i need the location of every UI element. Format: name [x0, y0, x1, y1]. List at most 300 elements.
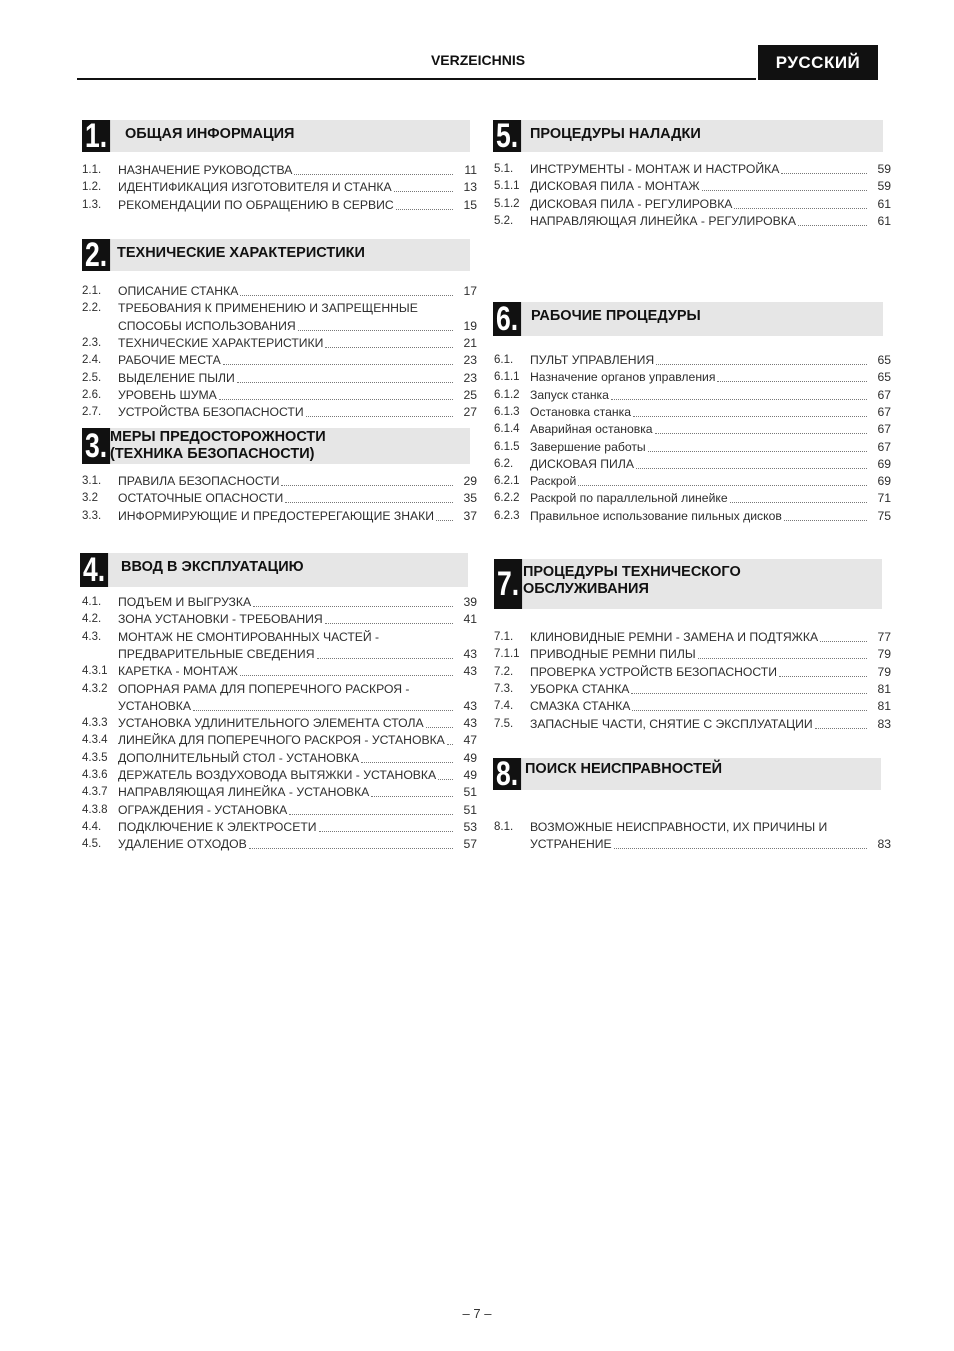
toc-entry[interactable] — [494, 387, 891, 404]
toc-entry-page: 61 — [877, 196, 891, 211]
toc-entry-number: 4.3.1 — [82, 665, 108, 678]
toc-entry-text — [118, 283, 477, 300]
toc-entry-text — [118, 750, 477, 767]
dot-leader — [426, 726, 453, 728]
toc-entry[interactable] — [494, 421, 891, 438]
toc-entry-label: УСТАНОВКА УДЛИНИТЕЛЬНОГО ЭЛЕМЕНТА СТОЛА — [118, 716, 424, 731]
toc-entry[interactable] — [494, 178, 891, 195]
toc-entry-label: ДЕРЖАТЕЛЬ ВОЗДУХОВОДА ВЫТЯЖКИ - УСТАНОВКА — [118, 768, 437, 782]
toc-entry-page: 83 — [877, 716, 891, 731]
toc-entry-page: 53 — [463, 819, 477, 834]
toc-entry-number: 6.1. — [494, 354, 514, 366]
dot-leader — [325, 622, 453, 624]
toc-entry-label: ПРИВОДНЫЕ РЕМНИ ПИЛЫ — [530, 647, 696, 662]
toc-entry[interactable] — [82, 715, 477, 732]
toc-entry-label: ЗАПАСНЫЕ ЧАСТИ, СНЯТИЕ С ЭКСПЛУАТАЦИИ — [530, 716, 813, 731]
toc-entry-label: ЗОНА УСТАНОВКИ - ТРЕБОВАНИЯ — [118, 612, 323, 627]
toc-entry-page: 27 — [463, 405, 477, 420]
toc-entry-label: УСТРАНЕНИЕ — [530, 837, 612, 852]
toc-entry-text — [530, 369, 891, 386]
toc-entry[interactable] — [82, 473, 477, 490]
toc-entry-page: 43 — [463, 664, 477, 679]
toc-entry-text — [530, 456, 891, 473]
section-3 — [82, 428, 470, 464]
toc-entry-label: СМАЗКА СТАНКА — [530, 699, 631, 714]
toc-entry[interactable] — [82, 784, 477, 801]
section-title: РАБОЧИЕ ПРОЦЕДУРЫ — [531, 308, 701, 324]
toc-entry-label: НАПРАВЛЯЮЩАЯ ЛИНЕЙКА - РЕГУЛИРОВКА — [530, 213, 796, 228]
toc-entry-text — [530, 178, 891, 195]
toc-entry-text — [118, 508, 477, 525]
dot-leader — [237, 381, 453, 383]
toc-entry-number: 3.1. — [82, 475, 102, 487]
section-4 — [80, 553, 468, 587]
toc-entry[interactable] — [494, 352, 891, 369]
toc-entry-page: 59 — [877, 179, 891, 194]
toc-entry-label: КЛИНОВИДНЫЕ РЕМНИ - ЗАМЕНА И ПОДТЯЖКА — [530, 630, 819, 644]
toc-entry[interactable] — [494, 473, 891, 490]
toc-entry-number: 4.3.2 — [82, 682, 108, 695]
toc-entry-text — [530, 508, 891, 525]
toc-entry-label: ЛИНЕЙКА ДЛЯ ПОПЕРЕЧНОГО РАСКРОЯ - УСТАНОВКА — [118, 733, 445, 748]
toc-entry-page: 81 — [877, 681, 891, 696]
toc-entry-text — [118, 698, 477, 715]
toc-entry-number: 7.3. — [494, 682, 514, 695]
toc-entry-label: Аварийная остановка — [530, 422, 653, 437]
toc-entry-page: 51 — [463, 785, 477, 800]
toc-entry-page: 43 — [463, 698, 477, 713]
toc-entry-number: 2.4. — [82, 354, 102, 367]
toc-entry-label: ПРЕДВАРИТЕЛЬНЫЕ СВЕДЕНИЯ — [118, 646, 315, 661]
toc-entry-text — [118, 197, 477, 214]
toc-entry-text — [530, 819, 891, 836]
toc-entry-label: ДОПОЛНИТЕЛЬНЫЙ СТОЛ - УСТАНОВКА — [118, 750, 360, 765]
toc-entry-number: 7.5. — [494, 717, 514, 730]
toc-entry[interactable] — [494, 161, 891, 178]
section-title: ТЕХНИЧЕСКИЕ ХАРАКТЕРИСТИКИ — [117, 245, 365, 261]
dot-leader — [815, 727, 867, 729]
toc-entry-text — [530, 404, 891, 421]
dot-leader — [371, 795, 453, 797]
toc-entry-page: 57 — [463, 837, 477, 852]
toc-entry[interactable] — [494, 213, 891, 230]
toc-entry-page: 29 — [463, 474, 477, 488]
toc-entry-number: 4.3.7 — [82, 786, 108, 799]
toc-entry-page: 51 — [463, 802, 477, 817]
header-rule — [77, 78, 756, 80]
toc-entry[interactable] — [82, 179, 477, 196]
toc-entry-text — [530, 716, 891, 733]
toc-entry-text — [118, 162, 477, 179]
section-number-badge: 7. — [494, 559, 522, 609]
section-number-badge: 8. — [493, 758, 521, 790]
toc-entry[interactable] — [494, 508, 891, 525]
toc-entry-label: ОСТАТОЧНЫЕ ОПАСНОСТИ — [118, 491, 284, 506]
section-title: ОБЩАЯ ИНФОРМАЦИЯ — [125, 126, 295, 142]
toc-entry-page: 49 — [463, 750, 477, 765]
toc-entry-text — [118, 300, 477, 317]
toc-entry[interactable] — [494, 664, 891, 681]
toc-entry-page: 67 — [877, 387, 891, 402]
toc-entry[interactable] — [494, 404, 891, 421]
toc-entry[interactable] — [82, 162, 477, 179]
dot-leader — [317, 657, 454, 659]
section-entries — [82, 283, 477, 421]
toc-entry-page: 43 — [463, 716, 477, 731]
toc-entry-number: 6.1.1 — [494, 371, 520, 384]
dot-leader — [223, 363, 453, 365]
toc-entry-page: 47 — [463, 733, 477, 748]
toc-entry-label: СПОСОБЫ ИСПОЛЬЗОВАНИЯ — [118, 318, 296, 333]
toc-entry[interactable] — [82, 611, 477, 628]
toc-entry-page: 67 — [877, 439, 891, 454]
toc-entry-page: 11 — [464, 163, 477, 177]
toc-entry-number: 3.3. — [82, 509, 102, 522]
toc-entry-label: ДИСКОВАЯ ПИЛА — [530, 456, 634, 471]
dot-leader — [447, 743, 453, 745]
toc-entry-page: 67 — [877, 404, 891, 419]
dot-leader — [193, 709, 453, 711]
toc-entry-number: 6.2.3 — [494, 509, 520, 522]
section-number-badge: 3. — [82, 428, 110, 464]
toc-entry-page: 49 — [463, 768, 477, 782]
toc-entry-text — [118, 715, 477, 732]
toc-entry-page: 23 — [463, 353, 477, 368]
toc-entry-number: 4.1. — [82, 596, 102, 608]
dot-leader — [249, 847, 453, 849]
toc-entry-text — [530, 196, 891, 213]
toc-entry-number: 4.2. — [82, 613, 102, 626]
dot-leader — [219, 398, 453, 400]
dot-leader — [702, 189, 867, 191]
section-entries — [82, 162, 477, 214]
toc-entry-page: 69 — [877, 474, 891, 489]
dot-leader — [281, 484, 453, 486]
toc-entry-number: 2.7. — [82, 406, 102, 419]
dot-leader — [325, 346, 453, 348]
toc-entry-text — [118, 646, 477, 663]
dot-leader — [632, 709, 867, 711]
toc-entry-label: ДИСКОВАЯ ПИЛА - РЕГУЛИРОВКА — [530, 196, 733, 211]
toc-entry[interactable] — [494, 681, 891, 698]
toc-entry-text — [118, 490, 477, 507]
dot-leader — [717, 380, 867, 382]
toc-entry-number: 7.1. — [494, 631, 514, 643]
toc-entry-label: УБОРКА СТАНКА — [530, 681, 630, 696]
toc-entry-number: 2.1. — [82, 285, 102, 297]
toc-entry[interactable] — [494, 439, 891, 456]
dot-leader — [631, 692, 867, 694]
toc-entry[interactable] — [82, 767, 477, 784]
toc-entry-text — [118, 318, 477, 335]
dot-leader — [294, 173, 453, 175]
toc-entry-page: 19 — [463, 318, 477, 333]
toc-entry-text — [118, 629, 477, 646]
section-number-badge: 2. — [82, 239, 110, 271]
toc-entry[interactable] — [82, 318, 477, 335]
toc-entry[interactable] — [82, 387, 477, 404]
toc-entry-label: ПУЛЬТ УПРАВЛЕНИЯ — [530, 353, 655, 367]
toc-entry-text — [530, 421, 891, 438]
toc-entry-label: Раскрой по параллельной линейке — [530, 491, 728, 506]
dot-leader — [396, 208, 453, 210]
toc-entry-page: 65 — [877, 370, 891, 385]
toc-entry-label: РАБОЧИЕ МЕСТА — [118, 353, 221, 368]
dot-leader — [306, 415, 453, 417]
toc-entry-text — [118, 335, 477, 352]
toc-entry-text — [118, 732, 477, 749]
toc-entry-number: 4.3.8 — [82, 803, 108, 816]
toc-entry[interactable] — [494, 196, 891, 213]
dot-leader — [240, 674, 453, 676]
toc-entry[interactable] — [82, 490, 477, 507]
toc-entry-number: 6.2.2 — [494, 492, 520, 505]
dot-leader — [655, 432, 867, 434]
toc-entry-page: 17 — [463, 284, 477, 298]
toc-entry-page: 71 — [877, 491, 891, 506]
toc-entry[interactable] — [494, 456, 891, 473]
toc-entry[interactable] — [82, 802, 477, 819]
toc-entry[interactable] — [82, 197, 477, 214]
toc-entry-text — [530, 681, 891, 698]
toc-entry-page: 79 — [877, 647, 891, 662]
toc-entry[interactable] — [82, 750, 477, 767]
dot-leader — [648, 450, 867, 452]
dot-leader — [436, 519, 453, 521]
toc-entry[interactable] — [82, 646, 477, 663]
toc-entry[interactable] — [82, 352, 477, 369]
toc-entry-page: 59 — [877, 162, 891, 176]
toc-entry-label: ИНФОРМИРУЮЩИЕ И ПРЕДОСТЕРЕГАЮЩИЕ ЗНАКИ — [118, 508, 435, 523]
toc-entry[interactable] — [82, 594, 477, 611]
toc-entry-label: ИНСТРУМЕНТЫ - МОНТАЖ И НАСТРОЙКА — [530, 162, 780, 176]
toc-entry-text — [118, 387, 477, 404]
section-6 — [493, 302, 883, 336]
toc-entry-text — [530, 629, 891, 646]
toc-entry-label: ВЫДЕЛЕНИЕ ПЫЛИ — [118, 370, 235, 385]
toc-entry-number: 6.1.4 — [494, 423, 520, 436]
toc-entry-number: 1.1. — [82, 164, 102, 176]
dot-leader — [781, 172, 867, 174]
toc-entry-number: 5.2. — [494, 214, 514, 227]
dot-leader — [394, 190, 453, 192]
dot-leader — [285, 501, 453, 503]
section-entries — [494, 161, 891, 230]
dot-leader — [578, 484, 867, 486]
toc-entry-page: 81 — [877, 699, 891, 714]
dot-leader — [656, 363, 867, 365]
toc-entry-text — [118, 370, 477, 387]
toc-entry-text — [530, 387, 891, 404]
toc-entry[interactable] — [82, 681, 477, 698]
toc-entry[interactable] — [82, 732, 477, 749]
toc-entry-page: 35 — [463, 491, 477, 506]
section-number-badge: 6. — [493, 302, 521, 336]
toc-entry-page: 15 — [463, 197, 477, 212]
toc-entry-number: 2.2. — [82, 302, 102, 315]
section-entries — [82, 594, 477, 854]
section-number-badge: 5. — [493, 120, 521, 152]
toc-entry-number: 3.2 — [82, 492, 98, 505]
toc-entry-number: 5.1. — [494, 163, 514, 175]
toc-entry-label: ОПОРНАЯ РАМА ДЛЯ ПОПЕРЕЧНОГО РАСКРОЯ - — [118, 681, 410, 696]
toc-entry-text — [530, 439, 891, 456]
toc-entry-text — [118, 819, 477, 836]
toc-entry-number: 2.6. — [82, 388, 102, 401]
toc-entry-number: 4.3.5 — [82, 751, 108, 764]
toc-entry-text — [530, 836, 891, 853]
toc-entry[interactable] — [82, 663, 477, 680]
dot-leader — [798, 224, 867, 226]
toc-entry-label: УДАЛЕНИЕ ОТХОДОВ — [118, 837, 247, 852]
toc-entry-number: 2.5. — [82, 371, 102, 384]
toc-entry-text — [118, 784, 477, 801]
section-5 — [493, 117, 883, 155]
section-title: МЕРЫ ПРЕДОСТОРОЖНОСТИ (ТЕХНИКА БЕЗОПАСНОСТИ) — [110, 429, 326, 462]
toc-entry-text — [118, 802, 477, 819]
page-number: – 7 – — [462, 1306, 492, 1321]
dot-leader — [779, 675, 867, 677]
toc-entry-number: 6.2. — [494, 457, 514, 470]
toc-entry-number: 7.4. — [494, 700, 514, 713]
toc-entry[interactable] — [82, 508, 477, 525]
toc-entry-text — [118, 404, 477, 421]
toc-entry-number: 4.3.4 — [82, 734, 108, 747]
toc-entry-text — [118, 352, 477, 369]
toc-entry-text — [530, 161, 891, 178]
dot-leader — [253, 605, 453, 607]
header-title: VERZEICHNIS — [430, 52, 526, 68]
toc-entry-text — [530, 698, 891, 715]
toc-entry-number: 5.1.1 — [494, 180, 520, 193]
toc-entry-text — [118, 473, 477, 490]
toc-entry[interactable] — [494, 629, 891, 646]
section-title: ВВОД В ЭКСПЛУАТАЦИЮ — [121, 559, 304, 575]
toc-entry[interactable] — [82, 283, 477, 300]
section-entries — [494, 352, 891, 525]
toc-entry-text — [118, 681, 477, 698]
toc-entry-label: ТЕХНИЧЕСКИЕ ХАРАКТЕРИСТИКИ — [118, 335, 324, 350]
toc-entry-label: НАПРАВЛЯЮЩАЯ ЛИНЕЙКА - УСТАНОВКА — [118, 785, 370, 800]
toc-entry-text — [118, 179, 477, 196]
toc-entry[interactable] — [82, 300, 477, 317]
toc-entry-number: 4.3. — [82, 630, 102, 643]
toc-entry-text — [530, 213, 891, 230]
toc-entry-label: УСТАНОВКА — [118, 698, 191, 713]
dot-leader — [633, 415, 867, 417]
section-title: ПРОЦЕДУРЫ НАЛАДКИ — [530, 126, 701, 142]
toc-entry-label: ОПИСАНИЕ СТАНКА — [118, 284, 239, 298]
toc-entry-number: 1.2. — [82, 181, 102, 194]
toc-entry-text — [530, 352, 891, 369]
toc-entry[interactable] — [82, 629, 477, 646]
toc-entry[interactable] — [494, 716, 891, 733]
dot-leader — [319, 830, 453, 832]
toc-entry-number: 4.5. — [82, 838, 102, 851]
toc-entry[interactable] — [82, 819, 477, 836]
toc-entry-page: 61 — [877, 213, 891, 228]
toc-entry-number: 6.1.3 — [494, 405, 520, 418]
toc-entry[interactable] — [494, 646, 891, 663]
toc-entry[interactable] — [494, 819, 891, 836]
toc-entry-page: 39 — [463, 595, 477, 609]
toc-entry-page: 25 — [463, 387, 477, 402]
toc-entry[interactable] — [494, 369, 891, 386]
toc-entry-label: Остановка станка — [530, 404, 631, 419]
toc-entry-number: 4.3.6 — [82, 769, 108, 781]
toc-entry-page: 83 — [877, 837, 891, 852]
toc-entry-text — [118, 836, 477, 853]
toc-entry-label: ПОДКЛЮЧЕНИЕ К ЭЛЕКТРОСЕТИ — [118, 819, 317, 834]
toc-entry-text — [118, 663, 477, 680]
toc-entry-page: 69 — [877, 456, 891, 471]
toc-entry-label: ДИСКОВАЯ ПИЛА - МОНТАЖ — [530, 179, 700, 194]
section-1 — [82, 117, 470, 155]
toc-entry[interactable] — [494, 836, 891, 853]
dot-leader — [698, 657, 867, 659]
toc-entry[interactable] — [82, 836, 477, 853]
toc-entry-text — [530, 473, 891, 490]
toc-entry-page: 79 — [877, 664, 891, 679]
dot-leader — [361, 761, 453, 763]
toc-entry-number: 8.1. — [494, 821, 514, 833]
toc-entry-number: 7.1.1 — [494, 648, 520, 661]
toc-entry-number: 7.2. — [494, 665, 514, 678]
toc-entry-label: УРОВЕНЬ ШУМА — [118, 387, 217, 402]
toc-entry[interactable] — [82, 335, 477, 352]
toc-entry-label: ОГРАЖДЕНИЯ - УСТАНОВКА — [118, 802, 288, 817]
dot-leader — [298, 329, 453, 331]
toc-entry-page: 13 — [463, 180, 477, 195]
toc-entry-label: КАРЕТКА - МОНТАЖ — [118, 664, 238, 679]
section-entries — [494, 629, 891, 733]
toc-entry-label: Раскрой — [530, 474, 577, 489]
dot-leader — [438, 778, 453, 780]
toc-entry-text — [530, 646, 891, 663]
section-number-badge: 4. — [80, 553, 108, 587]
toc-entry-number: 6.2.1 — [494, 475, 520, 488]
toc-entry-number: 4.3.3 — [82, 717, 108, 730]
toc-entry[interactable] — [82, 370, 477, 387]
toc-entry-page: 65 — [877, 353, 891, 367]
toc-entry-page: 43 — [463, 646, 477, 661]
toc-entry-text — [118, 611, 477, 628]
toc-entry-number: 6.1.2 — [494, 388, 520, 401]
toc-entry-label: РЕКОМЕНДАЦИИ ПО ОБРАЩЕНИЮ В СЕРВИС — [118, 197, 394, 212]
toc-entry-label: Завершение работы — [530, 439, 646, 454]
toc-entry-label: Правильное использование пильных дисков — [530, 508, 782, 523]
toc-entry-number: 5.1.2 — [494, 197, 520, 210]
toc-entry[interactable] — [82, 404, 477, 421]
toc-entry[interactable] — [82, 698, 477, 715]
toc-entry-number: 1.3. — [82, 198, 102, 211]
section-entries — [494, 819, 891, 854]
dot-leader — [820, 640, 867, 642]
section-8 — [493, 755, 881, 793]
section-7 — [494, 559, 882, 609]
toc-entry-label: ПОДЪЕМ И ВЫГРУЗКА — [118, 595, 252, 609]
toc-entry-label: ТРЕБОВАНИЯ К ПРИМЕНЕНИЮ И ЗАПРЕЩЕННЫЕ — [118, 301, 418, 316]
toc-entry[interactable] — [494, 490, 891, 507]
dot-leader — [734, 207, 867, 209]
toc-entry[interactable] — [494, 698, 891, 715]
dot-leader — [611, 398, 867, 400]
toc-entry-page: 75 — [877, 508, 891, 523]
toc-entry-page: 23 — [463, 370, 477, 385]
toc-entry-page: 67 — [877, 422, 891, 437]
language-badge: РУССКИЙ — [758, 45, 878, 80]
toc-entry-label: Запуск станка — [530, 387, 609, 402]
